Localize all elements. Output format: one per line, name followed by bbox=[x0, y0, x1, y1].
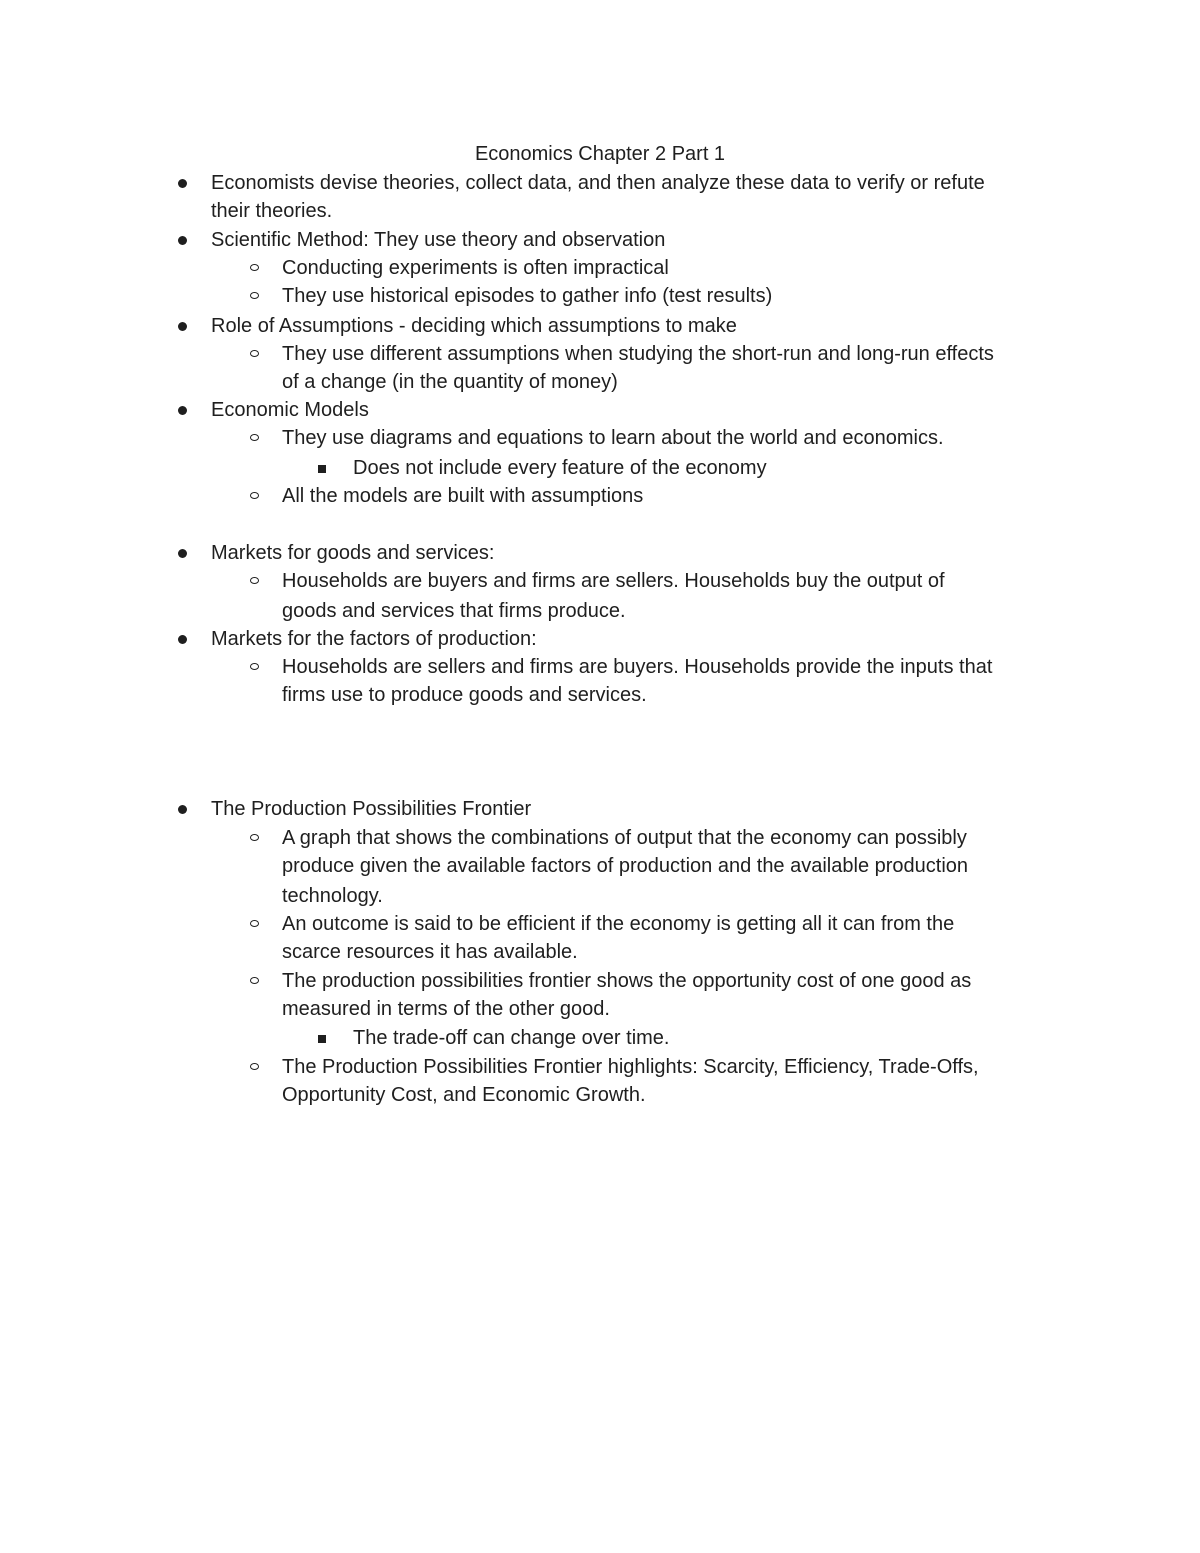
list-item bbox=[282, 424, 944, 452]
bullet-circle-icon bbox=[250, 1063, 259, 1070]
list-item bbox=[211, 795, 531, 823]
list-item-text: Opportunity Cost, and Economic Growth. bbox=[282, 1084, 646, 1106]
list-item bbox=[282, 282, 772, 310]
list-item bbox=[211, 169, 985, 197]
list-item-text: Markets for goods and services: bbox=[211, 542, 495, 564]
list-item bbox=[282, 910, 954, 938]
list-item bbox=[282, 653, 992, 681]
list-item-text: The Production Possibilities Frontier highlights: Scarcity, Efficiency, Trade-Offs, bbox=[282, 1056, 979, 1078]
list-item bbox=[211, 625, 537, 653]
list-item bbox=[282, 340, 994, 368]
list-item-text: The trade-off can change over time. bbox=[353, 1027, 670, 1049]
bullet-circle-icon bbox=[250, 292, 259, 299]
bullet-disc-icon bbox=[178, 322, 187, 331]
bullet-disc-icon bbox=[178, 635, 187, 644]
bullet-disc-icon bbox=[178, 179, 187, 188]
list-item-continuation bbox=[282, 368, 618, 396]
bullet-circle-icon bbox=[250, 977, 259, 984]
list-item-text: scarce resources it has available. bbox=[282, 941, 578, 963]
list-item-text: Conducting experiments is often impractical bbox=[282, 257, 669, 279]
bullet-circle-icon bbox=[250, 264, 259, 271]
bullet-circle-icon bbox=[250, 663, 259, 670]
list-item-text: technology. bbox=[282, 885, 383, 907]
list-item bbox=[282, 824, 967, 852]
list-item-text: Households are buyers and firms are sellers. Households buy the output of bbox=[282, 570, 945, 592]
list-item-text: produce given the available factors of production and the available production bbox=[282, 855, 969, 877]
bullet-circle-icon bbox=[250, 577, 259, 584]
list-item-continuation bbox=[282, 938, 578, 966]
list-item-text: Does not include every feature of the economy bbox=[353, 457, 767, 479]
bullet-circle-icon bbox=[250, 434, 259, 441]
bullet-disc-icon bbox=[178, 549, 187, 558]
list-item-continuation bbox=[282, 1081, 646, 1109]
bullet-circle-icon bbox=[250, 834, 259, 841]
list-item-text: An outcome is said to be efficient if the economy is getting all it can from the bbox=[282, 913, 955, 935]
list-item-text: Scientific Method: They use theory and observation bbox=[211, 229, 666, 251]
bullet-square-icon bbox=[318, 465, 326, 473]
list-item bbox=[282, 254, 669, 282]
list-item bbox=[282, 567, 945, 595]
list-item-text: Households are sellers and firms are buyers. Households provide the inputs that bbox=[282, 656, 993, 678]
list-item-text: The Production Possibilities Frontier bbox=[211, 798, 532, 820]
list-item bbox=[282, 482, 643, 510]
list-item-text: Role of Assumptions - deciding which assumptions to make bbox=[211, 315, 737, 337]
list-item-text: of a change (in the quantity of money) bbox=[282, 371, 618, 393]
list-item-text: All the models are built with assumptions bbox=[282, 485, 644, 507]
list-item-text: Markets for the factors of production: bbox=[211, 628, 537, 650]
bullet-disc-icon bbox=[178, 805, 187, 814]
list-item bbox=[211, 539, 494, 567]
bullet-square-icon bbox=[318, 1035, 326, 1043]
list-item-continuation bbox=[282, 852, 968, 880]
list-item-continuation bbox=[282, 995, 610, 1023]
list-item bbox=[282, 967, 971, 995]
list-item-text: A graph that shows the combinations of output that the economy can possibly bbox=[282, 827, 967, 849]
list-item bbox=[211, 226, 665, 254]
list-item bbox=[211, 312, 737, 340]
bullet-disc-icon bbox=[178, 406, 187, 415]
bullet-disc-icon bbox=[178, 236, 187, 245]
list-item-text: They use different assumptions when studying the short-run and long-run effects bbox=[282, 343, 994, 365]
document-title: Economics Chapter 2 Part 1 bbox=[474, 143, 726, 165]
list-item-text: firms use to produce goods and services. bbox=[282, 684, 647, 706]
list-item-text: The production possibilities frontier shows the opportunity cost of one good as bbox=[282, 970, 972, 992]
bullet-circle-icon bbox=[250, 350, 259, 357]
list-item-continuation bbox=[211, 197, 332, 225]
list-item-continuation bbox=[282, 681, 647, 709]
list-item bbox=[353, 1024, 669, 1052]
list-item-continuation bbox=[282, 597, 626, 625]
list-item-text: goods and services that firms produce. bbox=[282, 600, 626, 622]
list-item-text: Economic Models bbox=[211, 399, 369, 421]
list-item bbox=[282, 1053, 979, 1081]
list-item bbox=[353, 454, 767, 482]
list-item-text: Economists devise theories, collect data, and then analyze these data to verify or refute bbox=[211, 172, 985, 194]
list-item-text: measured in terms of the other good. bbox=[282, 998, 610, 1020]
list-item bbox=[211, 396, 369, 424]
list-item-text: They use historical episodes to gather info (test results) bbox=[282, 285, 773, 307]
bullet-circle-icon bbox=[250, 920, 259, 927]
bullet-circle-icon bbox=[250, 492, 259, 499]
list-item-text: They use diagrams and equations to learn about the world and economics. bbox=[282, 427, 944, 449]
list-item-continuation bbox=[282, 882, 383, 910]
list-item-text: their theories. bbox=[211, 200, 333, 222]
